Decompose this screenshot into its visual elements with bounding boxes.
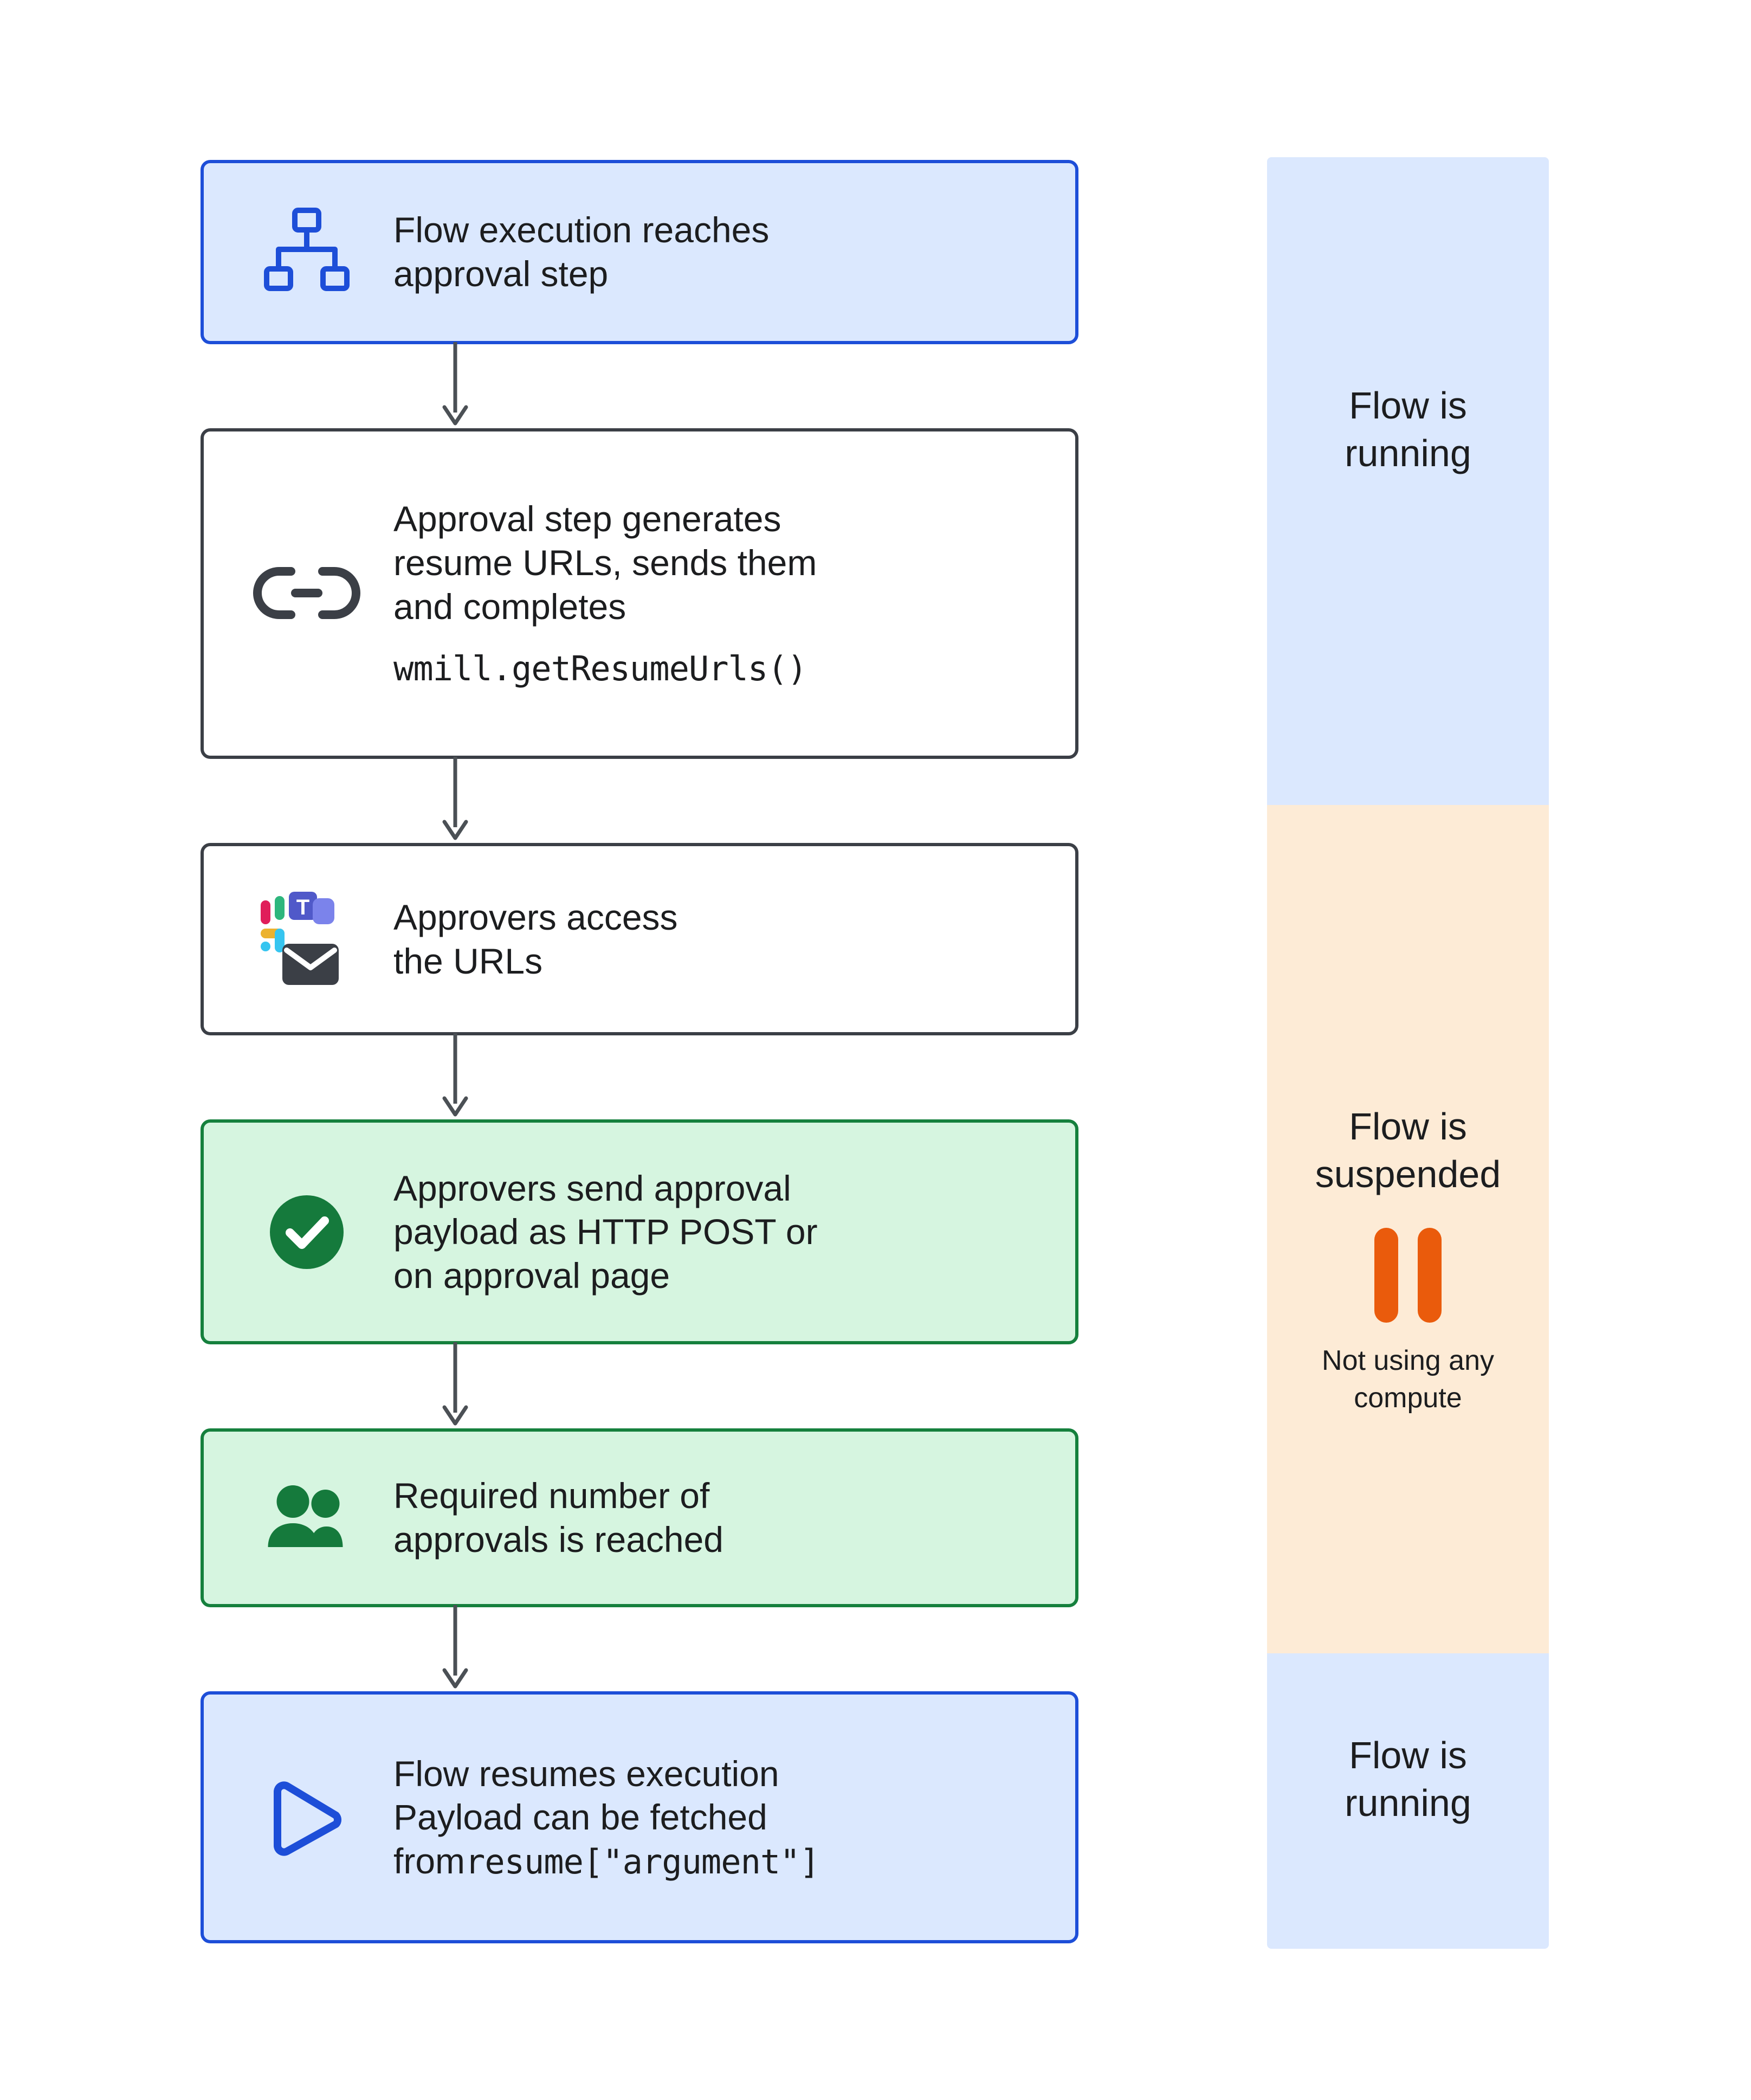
band-title-line: Flow is xyxy=(1349,1105,1467,1148)
connector-arrow xyxy=(201,1035,1078,1119)
band-title-line: running xyxy=(1345,431,1471,474)
band-running-bottom xyxy=(1267,1653,1549,1949)
node-text-line: from xyxy=(393,1840,465,1881)
node-text-line: resume URLs, sends them xyxy=(393,542,817,583)
node-text-line: Payload can be fetched xyxy=(393,1797,767,1838)
band-title-line: suspended xyxy=(1315,1152,1501,1195)
messaging-apps-icon xyxy=(225,885,388,994)
status-column xyxy=(1267,157,1549,1949)
svg-text:T: T xyxy=(296,895,310,919)
node-text-line: approval step xyxy=(393,254,609,294)
node-approvers-access-urls xyxy=(201,843,1078,1035)
node-code-snippet: resume["argument"] xyxy=(465,1841,819,1882)
node-text-line: payload as HTTP POST or xyxy=(393,1212,818,1252)
node-text-line: Flow resumes execution xyxy=(393,1753,779,1794)
node-text-line: Flow execution reaches xyxy=(393,210,770,250)
node-code-snippet: wmill.getResumeUrls() xyxy=(393,649,807,689)
link-icon xyxy=(225,558,388,629)
node-text-line: Approvers access xyxy=(393,897,678,937)
node-text-line: Approvers send approval xyxy=(393,1168,791,1208)
connector-arrow xyxy=(201,1607,1078,1691)
band-title-line: Flow is xyxy=(1349,1734,1467,1776)
band-title-line: running xyxy=(1345,1781,1471,1824)
node-approvers-send-payload xyxy=(201,1119,1078,1344)
node-text-line: approvals is reached xyxy=(393,1519,724,1560)
node-text xyxy=(388,1474,1054,1561)
band-running-top xyxy=(1267,157,1549,805)
node-text-line: Required number of xyxy=(393,1476,710,1516)
band-subtitle-line: Not using any xyxy=(1322,1345,1494,1376)
band-suspended xyxy=(1267,805,1549,1653)
node-generates-resume-urls xyxy=(201,428,1078,759)
node-text-line: Approval step generates xyxy=(393,499,781,539)
sitemap-icon xyxy=(225,206,388,298)
play-icon xyxy=(225,1769,388,1866)
node-text xyxy=(388,896,1054,983)
band-title-line: Flow is xyxy=(1349,384,1467,427)
node-text xyxy=(388,1167,1054,1298)
node-flow-resumes xyxy=(201,1691,1078,1943)
check-circle-icon xyxy=(225,1186,388,1278)
connector-arrow xyxy=(201,759,1078,843)
band-subtitle-line: compute xyxy=(1354,1382,1462,1414)
node-text xyxy=(388,497,1054,690)
node-text xyxy=(388,208,1054,295)
node-flow-reaches-approval xyxy=(201,160,1078,344)
node-text-line: on approval page xyxy=(393,1255,670,1296)
node-text xyxy=(388,1752,1054,1883)
connector-arrow xyxy=(201,1344,1078,1428)
users-icon xyxy=(225,1480,388,1556)
connector-arrow xyxy=(201,344,1078,428)
node-required-approvals-reached xyxy=(201,1428,1078,1607)
node-text-line: the URLs xyxy=(393,941,543,981)
node-text-line: and completes xyxy=(393,586,626,627)
flow-column xyxy=(201,160,1078,1943)
pause-icon xyxy=(1374,1228,1442,1323)
